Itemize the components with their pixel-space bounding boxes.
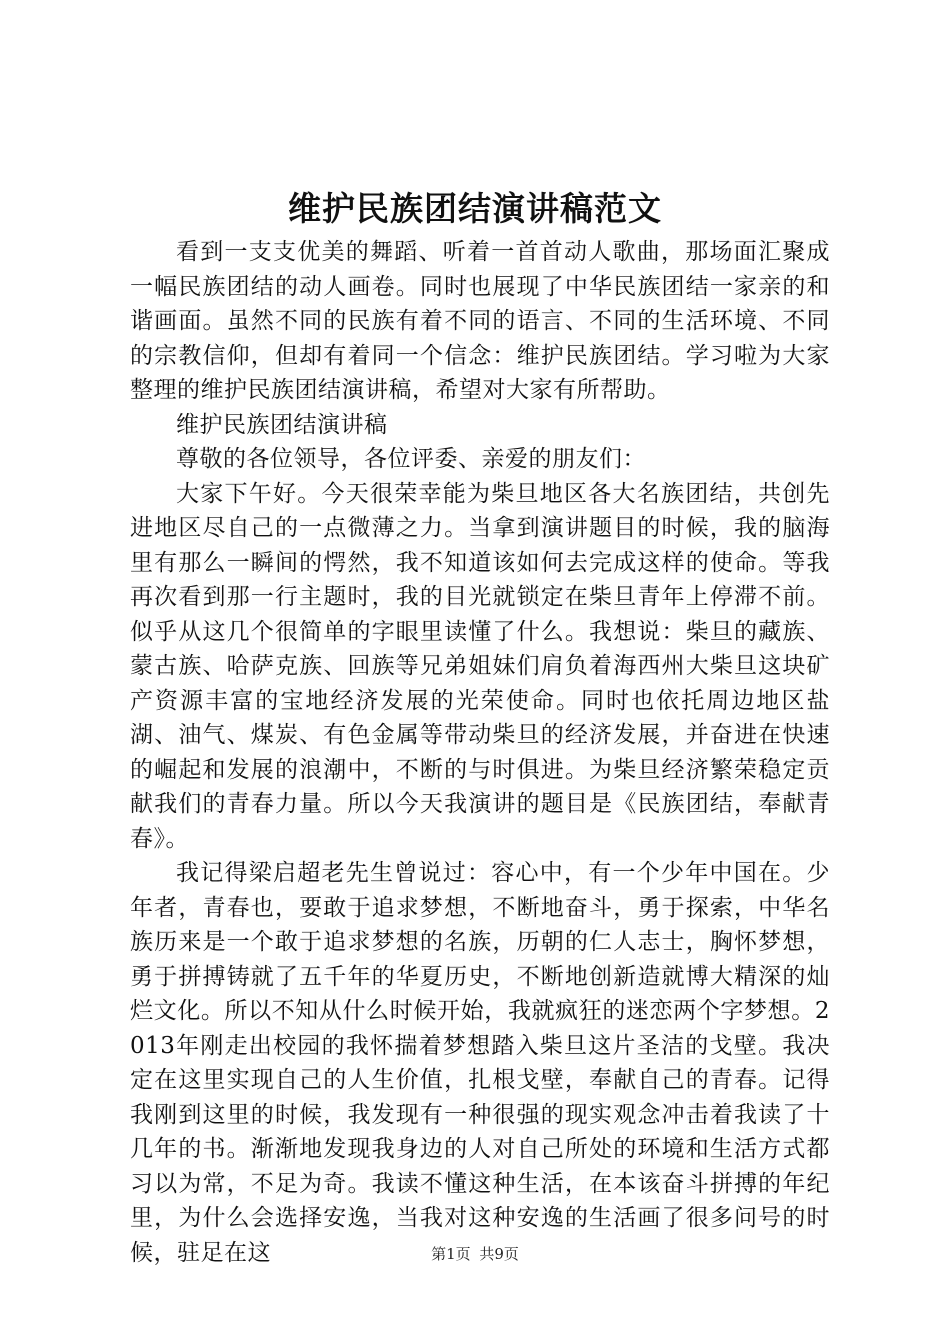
page-number: 第1页: [431, 1245, 471, 1263]
paragraph-salutation: 尊敬的各位领导，各位评委、亲爱的朋友们：: [176, 446, 646, 472]
paragraph-dream: 我记得梁启超老先生曾说过：容心中，有一个少年中国在。少年者，青春也，要敢于追求梦想，不断地奋斗，勇于探索，中华名族历来是一个敢于追求梦想的名族，历朝的仁人志士，胸怀梦想，勇于拼搏铸就了五千年的华夏历史，不断地创新造就博大精深的灿烂文化。所以不知从什么时候开始，我就疯狂的迷恋两个字梦想。2013年刚走出校园的我怀揣着梦想踏入柴旦这片圣洁的戈壁。我决定在这里实现自己的人生价值，扎根戈壁，奉献自己的青春。记得我刚到这里的时候，我发现有一种很强的现实观念冲击着我读了十几年的书。渐渐地发现我身边的人对自己所处的环境和生活方式都习以为常，不足为奇。我读不懂这种生活，在本该奋斗拼搏的年纪里，为什么会选择安逸，当我对这种安逸的生活画了很多问号的时候，驻足在这: [130, 860, 830, 1266]
paragraph-opening: 大家下午好。今天很荣幸能为柴旦地区各大名族团结，共创先进地区尽自己的一点微薄之力。当拿到演讲题目的时候，我的脑海里有那么一瞬间的愕然，我不知道该如何去完成这样的使命。等我再次看到那一行主题时，我的目光就锁定在柴旦青年上停滞不前。似乎从这几个很简单的字眼里读懂了什么。我想说：柴旦的藏族、蒙古族、哈萨克族、回族等兄弟姐妹们肩负着海西州大柴旦这块矿产资源丰富的宝地经济发展的光荣使命。同时也依托周边地区盐湖、油气、煤炭、有色金属等带动柴旦的经济发展，并奋进在快速的崛起和发展的浪潮中，不断的与时俱进。为柴旦经济繁荣稳定贡献我们的青春力量。所以今天我演讲的题目是《民族团结，奉献青春》。: [130, 480, 830, 852]
document-body: [130, 235, 830, 1270]
document-title: 维护民族团结演讲稿范文: [288, 189, 662, 228]
page-footer: [0, 1243, 950, 1265]
paragraph-speech-heading: 维护民族团结演讲稿: [176, 411, 388, 438]
paragraph-intro: 看到一支支优美的舞蹈、听着一首首动人歌曲，那场面汇聚成一幅民族团结的动人画卷。同时也展现了中华民族团结一家亲的和谐画面。虽然不同的民族有着不同的语言、不同的生活环境、不同的宗教信仰，但却有着同一个信念：维护民族团结。学习啦为大家整理的维护民族团结演讲稿，希望对大家有所帮助。: [130, 239, 830, 403]
page-total: 共9页: [479, 1245, 519, 1263]
